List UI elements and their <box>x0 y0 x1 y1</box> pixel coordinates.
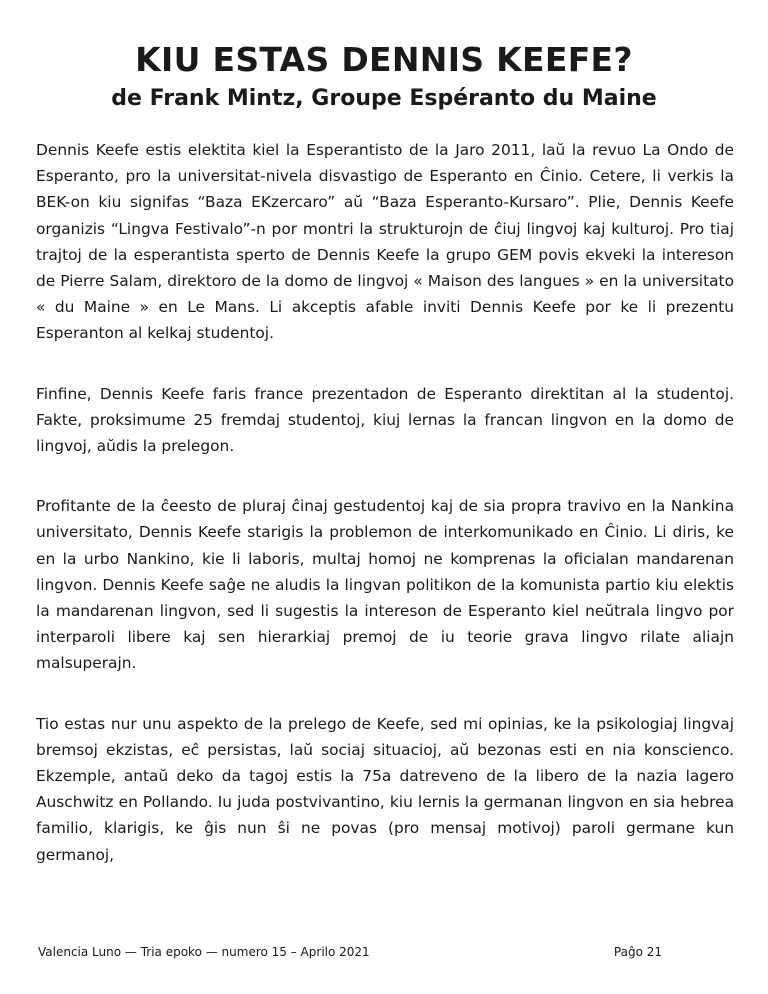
paragraph-1: Dennis Keefe estis elektita kiel la Esperantisto de la Jaro 2011, laŭ la revuo La Ondo de Esperanto, pro la universitat-nivela disvastigo de Esperanto en Ĉinio. Cetere, li verkis la BEK-on kiu signifas “Baza EKzercaro” aŭ “Baza Esperanto-Kursaro”. Plie, Dennis Keefe organizis “Lingva Festivalo”-n por montri la strukturojn de ĉiuj lingvoj kaj kulturoj. Pro tiaj trajtoj de la esperantista sperto de Dennis Keefe la grupo GEM povis ekveki la intereson de Pierre Salam, direktoro de la domo de lingvoj « Maison des langues » en la universitato « du Maine » en Le Mans. Li akceptis afable inviti Dennis Keefe por ke li prezentu Esperanton al kelkaj studentoj. <box>36 141 734 343</box>
footer-publication: Valencia Luno — Tria epoko — numero 15 – Aprilo 2021 <box>38 945 370 959</box>
footer-page-number: Paĝo 21 <box>613 945 662 959</box>
article-subtitle: de Frank Mintz, Groupe Espéranto du Maine <box>111 86 657 111</box>
paragraph-4: Tio estas nur unu aspekto de la prelego de Keefe, sed mi opinias, ke la psikologiaj lingvaj bremsoj ekzistas, eĉ persistas, laŭ sociaj situacioj, aŭ bezonas esti en nia konscienco. Ekzemple, antaŭ deko da tagoj estis la 75a datreveno de la libero de la nazia lagero Auschwitz en Pollando. Iu juda postvivantino, kiu lernis la germanan lingvon en sia hebrea familio, klarigis, ke ĝis nun ŝi ne povas (pro mensaj motivoj) paroli germane kun germanoj, <box>36 714 734 864</box>
article-body <box>36 137 734 902</box>
paragraph-3: Profitante de la ĉeesto de pluraj ĉinaj gestudentoj kaj de sia propra travivo en la Nankina universitato, Dennis Keefe starigis la problemon de interkomunikado en Ĉinio. Li diris, ke en la urbo Nankino, kie li laboris, multaj homoj ne komprenas la oficialan mandarenan lingvon. Dennis Keefe saĝe ne aludis la lingvan politikon de la komunista partio kiu elektis la mandarenan lingvon, sed li sugestis la intereson de Esperanto kiel neŭtrala lingvo por interparoli libere kaj sen hierarkiaj premoj de iu teorie grava lingvo rilate aliajn malsuperajn. <box>36 497 734 673</box>
page-footer <box>38 944 662 960</box>
article-title: KIU ESTAS DENNIS KEEFE? <box>135 40 633 79</box>
paragraph-2: Finfine, Dennis Keefe faris france prezentadon de Esperanto direktitan al la studentoj. Fakte, proksimume 25 fremdaj studentoj, kiuj lernas la francan lingvon en la domo de lingvoj, aŭdis la prelegon. <box>36 384 734 456</box>
